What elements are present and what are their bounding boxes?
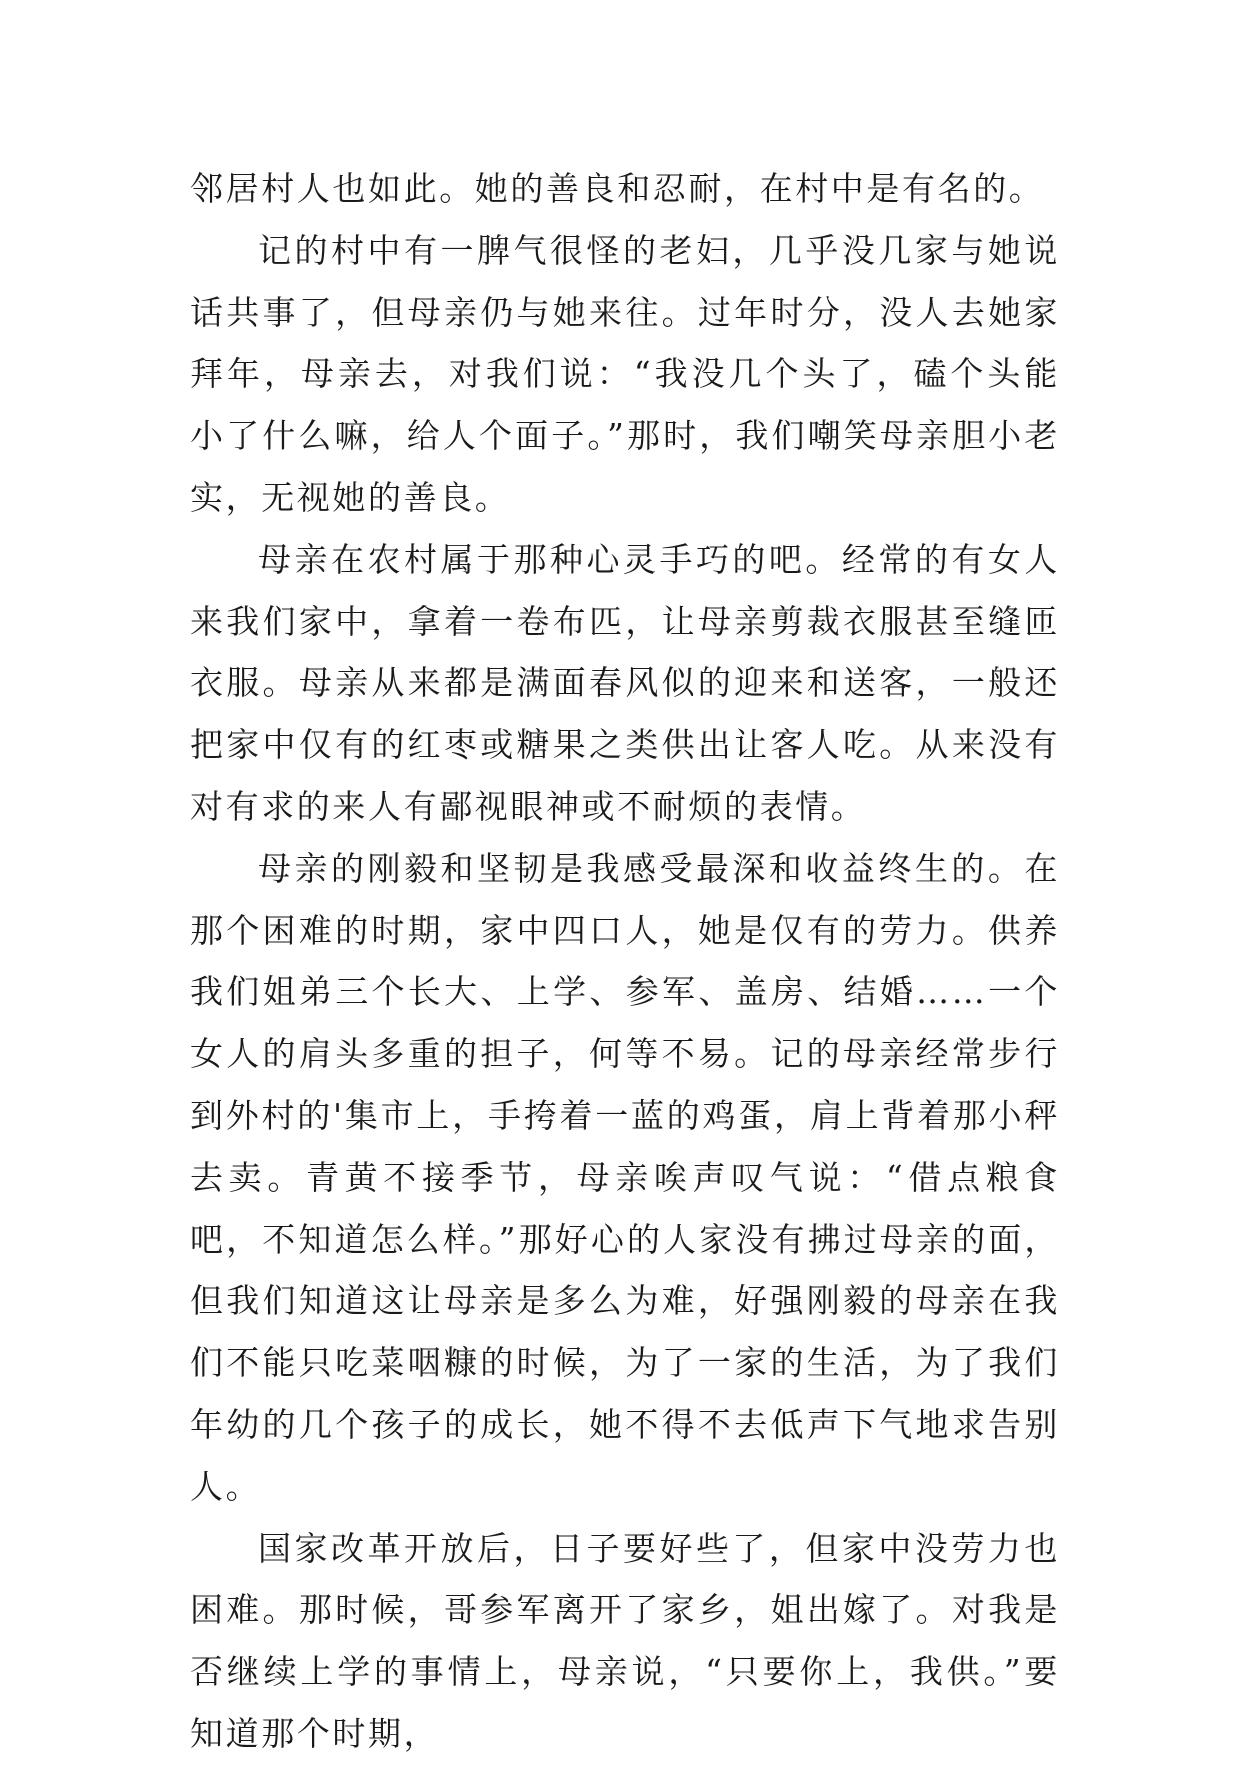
document-body — [190, 158, 1060, 1765]
paragraph-continuation: 邻居村人也如此。她的善良和忍耐，在村中是有名的。 — [190, 169, 1045, 208]
paragraph-skillful-hands: 母亲在农村属于那种心灵手巧的吧。经常的有女人来我们家中，拿着一卷布匹，让母亲剪裁衣服甚至缝匝衣服。母亲从来都是满面春风似的迎来和送客，一般还把家中仅有的红枣或糖果之类供出让客人吃。从来没有对有求的来人有鄙视眼神或不耐烦的表情。 — [190, 539, 1060, 826]
paragraph-old-woman: 记的村中有一脾气很怪的老妇，几乎没几家与她说话共事了，但母亲仍与她来往。过年时分，没人去她家拜年，母亲去，对我们说：“我没几个头了，磕个头能小了什么嘛，给人个面子。”那时，我们嘲笑母亲胆小老实，无视她的善良。 — [190, 230, 1060, 517]
paragraph-perseverance: 母亲的刚毅和坚韧是我感受最深和收益终生的。在那个困难的时期，家中四口人，她是仅有的劳力。供养我们姐弟三个长大、上学、参军、盖房、结婚……一个女人的肩头多重的担子，何等不易。记的母亲经常步行到外村的'集市上，手挎着一蓝的鸡蛋，肩上背着那小秤去卖。青黄不接季节，母亲唉声叹气说：“借点粮食吧，不知道怎么样。”那好心的人家没有拂过母亲的面，但我们知道这让母亲是多么为难，好强刚毅的母亲在我们不能只吃菜咽糠的时候，为了一家的生活，为了我们年幼的几个孩子的成长，她不得不去低声下气地求告别人。 — [190, 848, 1060, 1506]
paragraph-reform-era: 国家改革开放后，日子要好些了，但家中没劳力也困难。那时候，哥参军离开了家乡，姐出嫁了。对我是否继续上学的事情上，母亲说，“只要你上，我供。”要知道那个时期， — [190, 1528, 1060, 1753]
